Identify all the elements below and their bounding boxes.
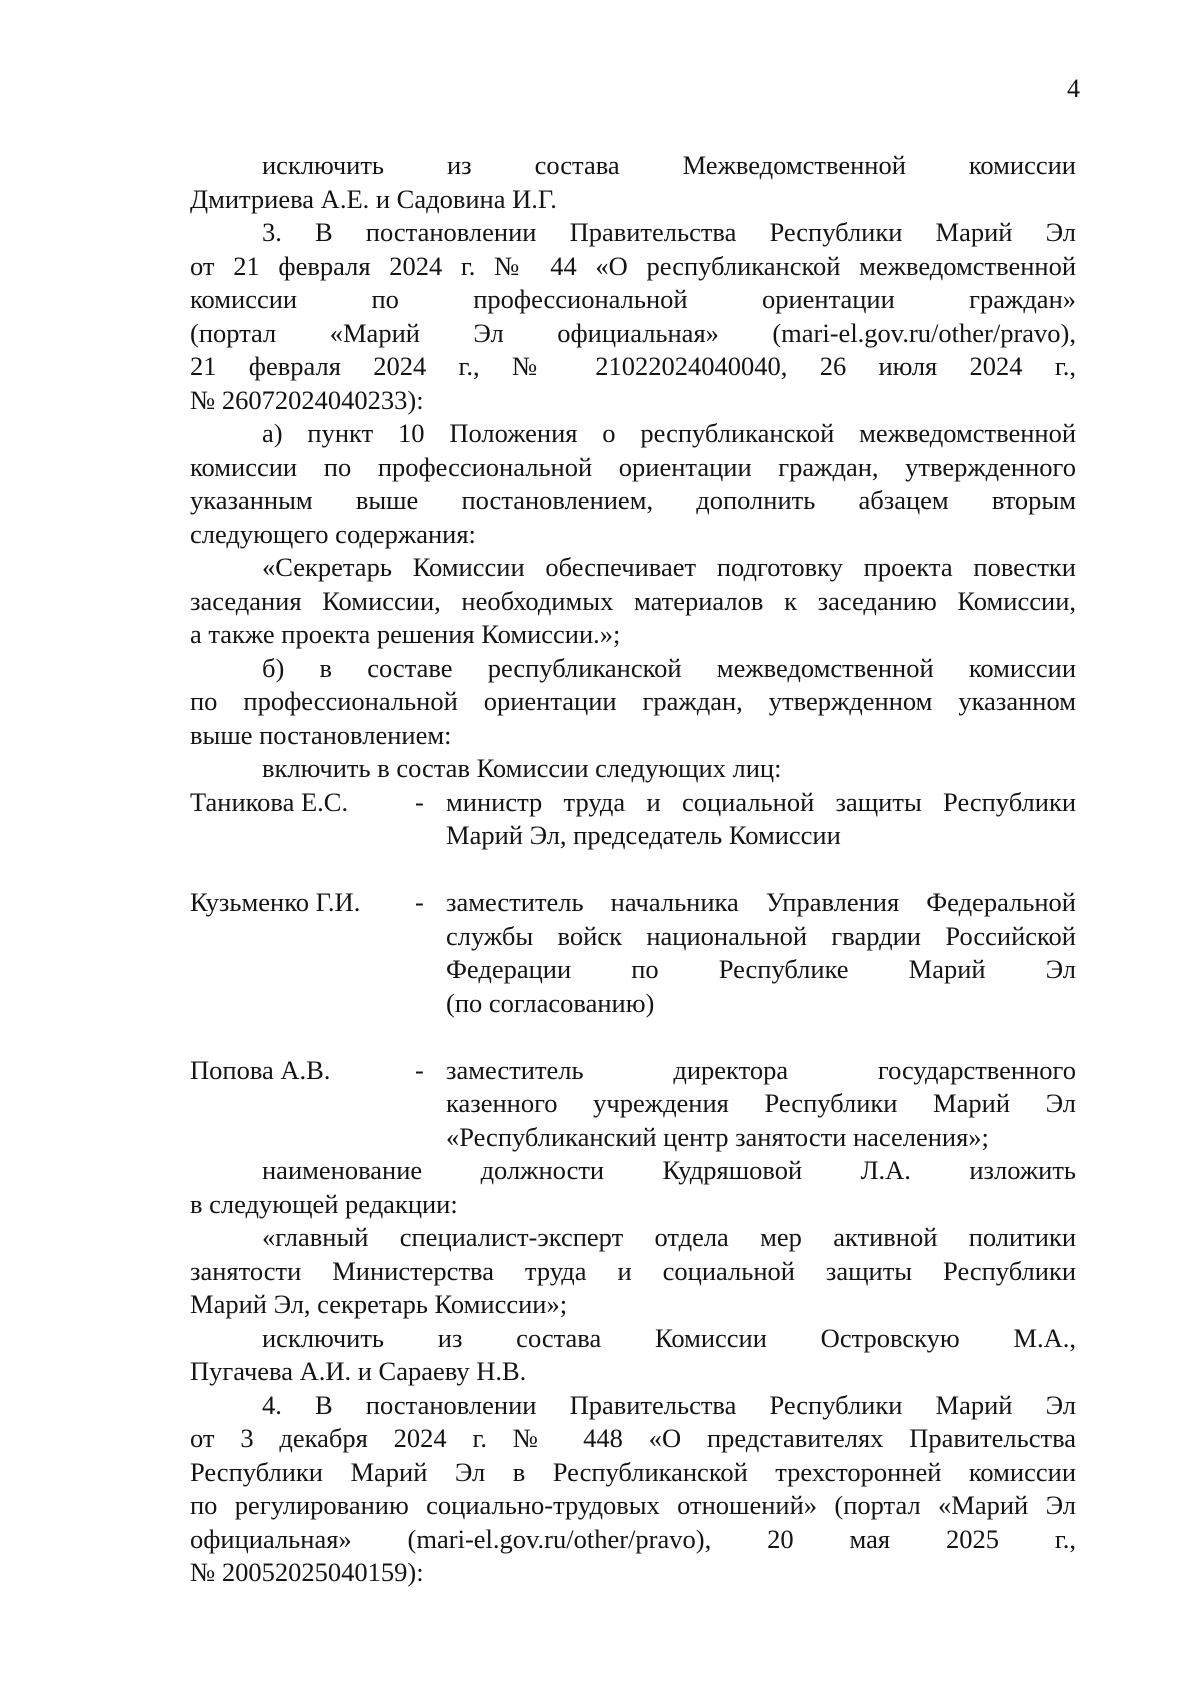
- text-line: Марий Эл, секретарь Комиссии»;: [190, 1289, 568, 1319]
- text-line: 3. В постановлении Правительства Республики Марий Эл: [262, 217, 1076, 247]
- paragraph-subitem-a: [190, 417, 1076, 551]
- text-line: выше постановлением:: [190, 719, 452, 750]
- member-entry: [190, 886, 1076, 1020]
- text-line: № 20052025040159):: [190, 1557, 424, 1587]
- paragraph-subitem-b: [190, 652, 1076, 753]
- paragraph-position-change: [190, 1154, 1076, 1221]
- text-line: указанным выше постановлением, дополнить абзацем вторым: [190, 485, 1076, 515]
- text-line: а также проекта решения Комиссии.»;: [190, 619, 621, 649]
- text-line: по профессиональной ориентации граждан, утвержденном указанном: [190, 686, 1076, 716]
- text-line: исключить из состава Комиссии Островскую М.А.,: [262, 1322, 1076, 1353]
- text-line: в следующей редакции:: [190, 1188, 458, 1219]
- text-line: казенного учреждения Республики Марий Эл: [446, 1088, 1076, 1118]
- text-line: заместитель начальника Управления Федеральной: [446, 887, 1076, 917]
- member-role: [446, 1054, 1076, 1155]
- text-line: 21 февраля 2024 г., № 21022024040040, 26 июля 2024 г.,: [190, 351, 1076, 381]
- text-line: исключить из состава Межведомственной комиссии: [262, 150, 1076, 180]
- paragraph-exclude-commission: [190, 1322, 1076, 1389]
- member-role: [446, 886, 1076, 1020]
- text-line: включить в состав Комиссии следующих лиц:: [262, 753, 782, 783]
- text-line: занятости Министерства труда и социальной защиты Республики: [190, 1255, 1076, 1286]
- text-line: «Республиканский центр занятости населения»;: [446, 1121, 989, 1152]
- text-line: (по согласованию): [446, 987, 655, 1018]
- spacer: [190, 853, 1076, 887]
- text-line: от 3 декабря 2024 г. № 448 «О представителях Правительства: [190, 1423, 1076, 1453]
- text-line: заместитель директора государственного: [446, 1054, 1076, 1085]
- member-entry: [190, 786, 1076, 853]
- text-line: министр труда и социальной защиты Республики: [446, 786, 1076, 817]
- document-body: [190, 149, 1076, 1590]
- member-name: Попова А.В.: [190, 1054, 331, 1085]
- paragraph-include-heading: [190, 752, 1076, 786]
- spacer: [190, 1020, 1076, 1054]
- text-line: № 26072024040233):: [190, 384, 424, 415]
- member-dash: -: [415, 1054, 424, 1085]
- paragraph-item-4: [190, 1389, 1076, 1590]
- member-name: Кузьменко Г.И.: [190, 887, 361, 917]
- text-line: (портал «Марий Эл официальная» (mari-el.gov.ru/other/pravo),: [190, 317, 1076, 348]
- paragraph-exclude-interdepartmental: [190, 149, 1076, 216]
- paragraph-quote-secretary: [190, 551, 1076, 652]
- text-line: наименование должности Кудряшовой Л.А. изложить: [262, 1155, 1076, 1185]
- text-line: следующего содержания:: [190, 518, 476, 549]
- text-line: комиссии по профессиональной ориентации граждан, утвержденного: [190, 451, 1076, 482]
- member-dash: -: [415, 786, 424, 817]
- paragraph-position-quote: [190, 1221, 1076, 1322]
- member-dash: -: [415, 887, 424, 917]
- text-line: комиссии по профессиональной ориентации граждан»: [190, 284, 1076, 314]
- text-line: по регулированию социально-трудовых отношений» (портал «Марий Эл: [190, 1490, 1076, 1520]
- member-name: Таникова Е.С.: [190, 786, 349, 817]
- text-line: Дмитриева А.Е. и Садовина И.Г.: [190, 183, 557, 214]
- text-line: заседания Комиссии, необходимых материалов к заседанию Комиссии,: [190, 585, 1076, 616]
- member-entry: [190, 1054, 1076, 1155]
- page-number: 4: [1067, 74, 1080, 103]
- text-line: Марий Эл, председатель Комиссии: [446, 820, 841, 850]
- text-line: Федерации по Республике Марий Эл: [446, 954, 1076, 984]
- text-line: «Секретарь Комиссии обеспечивает подготовку проекта повестки: [262, 552, 1076, 582]
- text-line: а) пункт 10 Положения о республиканской межведомственной: [262, 418, 1076, 448]
- text-line: Республики Марий Эл в Республиканской трехсторонней комиссии: [190, 1456, 1076, 1487]
- text-line: службы войск национальной гвардии Российской: [446, 920, 1076, 951]
- text-line: от 21 февраля 2024 г. № 44 «О республиканской межведомственной: [190, 250, 1076, 281]
- text-line: б) в составе республиканской межведомственной комиссии: [262, 652, 1076, 683]
- text-line: Пугачева А.И. и Сараеву Н.В.: [190, 1356, 527, 1386]
- text-line: «главный специалист-эксперт отдела мер активной политики: [262, 1222, 1076, 1252]
- text-line: официальная» (mari-el.gov.ru/other/pravo), 20 мая 2025 г.,: [190, 1523, 1076, 1554]
- member-role: [446, 786, 1076, 853]
- member-roster: [190, 786, 1076, 1155]
- paragraph-item-3: [190, 216, 1076, 417]
- text-line: 4. В постановлении Правительства Республики Марий Эл: [262, 1389, 1076, 1420]
